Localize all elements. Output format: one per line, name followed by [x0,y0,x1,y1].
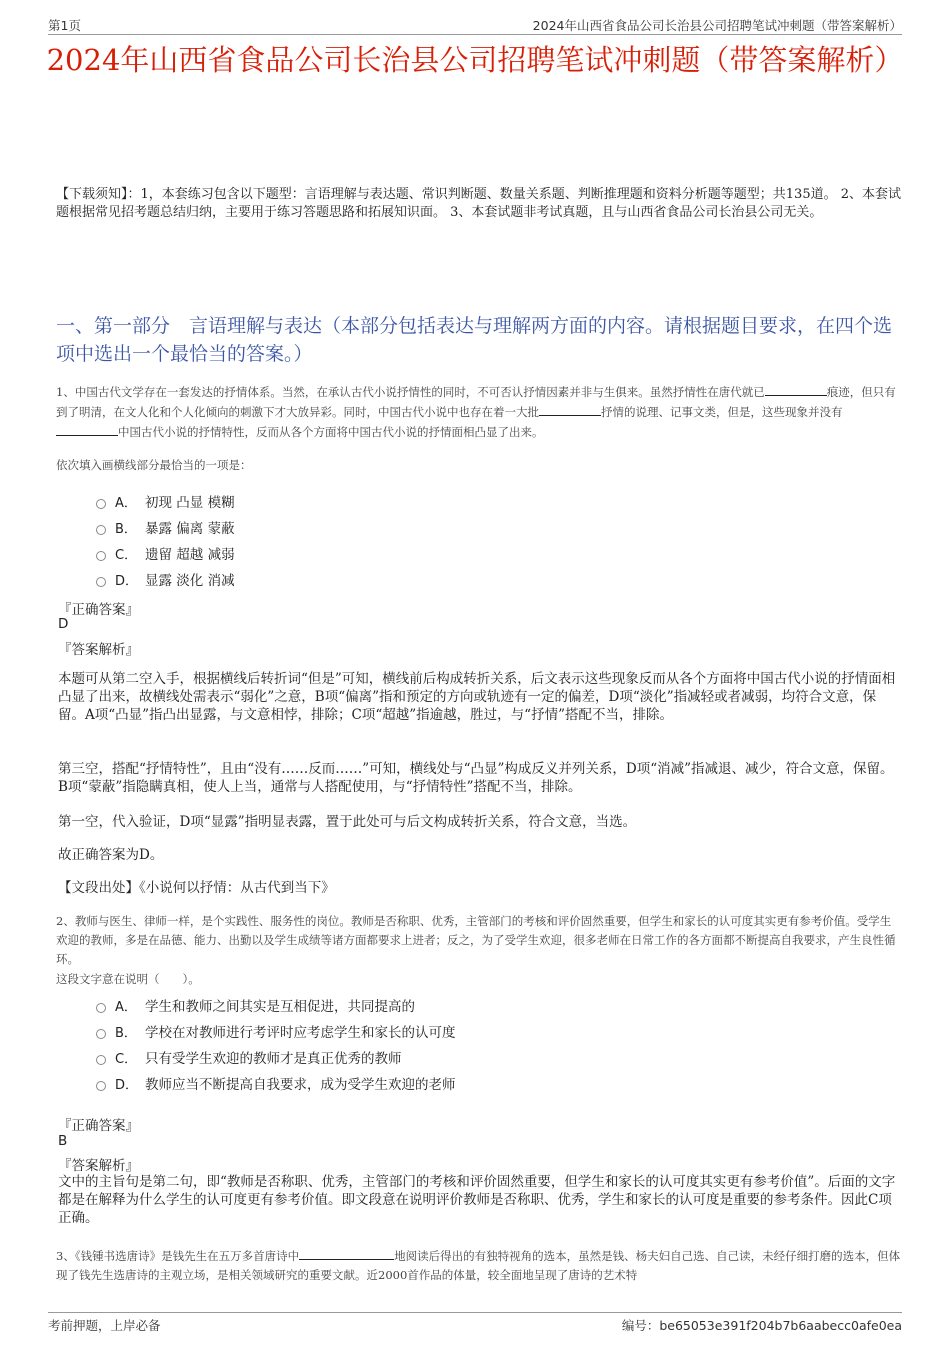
page-header [48,14,902,35]
blank-line [56,422,118,436]
radio-icon[interactable] [96,499,106,509]
analysis-paragraph: 本题可从第二空入手，根据横线后转折词“但是”可知，横线前后构成转折关系，后文表示这些现象反而从各个方面将中国古代小说的抒情面相凸显了出来，故横线处需表示“弱化”之意，B项“偏离”指和预定的方向或轨迹有一定的偏差，D项“淡化”指减轻或者减弱，均符合文意，保留。A项“凸显”指凸出显露，与文意相悖，排除；C项“超越”指逾越，胜过，与“抒情”搭配不当，排除。 [58,671,896,723]
section-heading: 一、第一部分 言语理解与表达（本部分包括表达与理解两方面的内容。请根据题目要求，在四个选项中选出一个最恰当的答案。） [56,315,893,365]
option-b[interactable]: B． 暴露 偏离 蒙蔽 [96,514,235,540]
correct-answer-value: D [58,616,69,632]
option-d[interactable]: D． 显露 淡化 消减 [96,566,235,592]
blank-line [299,1246,394,1260]
question-1-text: 1、中国古代文学存在一套发达的抒情体系。当然，在承认古代小说抒情性的同时，不可否认抒情因素并非与生俱来。虽然抒情性在唐代就已 痕迹，但只有到了明清，在文人化和个人化倾向的刺激下才大放异彩。同时，中国古代小说中也存在着一大批 抒情的说理、记事文类，但是，这些现象并没有中国古代小说的抒情特性，反而从各个方面将中国古代小说的抒情面相凸显了出来。 [56,382,902,442]
question-3-text: 3、《钱锺书选唐诗》是钱先生在五万多首唐诗中 地阅读后得出的有独特视角的选本，虽然是钱、杨夫妇自己选、自己读，未经仔细打磨的选本，但体现了钱先生选唐诗的主观立场，是相关领域研究的重要文献。近2000首作品的体量，较全面地呈现了唐诗的艺术特 [56,1246,902,1285]
question-2-text: 2、教师与医生、律师一样，是个实践性、服务性的岗位。教师是否称职、优秀，主管部门的考核和评价固然重要，但学生和家长的认可度其实更有参考价值。受学生欢迎的教师，多是在品德、能力、出勤以及学生成绩等诸方面都要求上进者；反之，为了受学生欢迎，很多老师在日常工作的各方面都不断提高自我要求，产生良性循环。 [56,914,896,966]
page-number: 第1页 [48,18,81,33]
header-doc-title: 2024年山西省食品公司长治县公司招聘笔试冲刺题（带答案解析） [532,18,902,33]
analysis-paragraph: 第一空，代入验证，D项“显露”指明显表露，置于此处可与后文构成转折关系，符合文意，当选。 [58,814,637,830]
analysis-conclusion: 故正确答案为D。 [58,847,164,863]
correct-answer-label: 『正确答案』 [58,602,139,618]
radio-icon[interactable] [96,1055,106,1065]
question-2-prompt: 这段文字意在说明（ ）。 [56,972,200,986]
document-title: 2024年山西省食品公司长治县公司招聘笔试冲刺题（带答案解析） [46,43,904,77]
download-notice: 【下载须知】：1，本套练习包含以下题型：言语理解与表达题、常识判断题、数量关系题、判断推理题和资料分析题等题型；共135道。 2、本套试题根据常见招考题总结归纳，主要用于练习答题思路和拓展知识面。 3、本套试题非考试真题，且与山西省食品公司长治县公司无关。 [56,187,901,220]
radio-icon[interactable] [96,525,106,535]
blank-line [539,402,601,416]
option-d[interactable]: D． 教师应当不断提高自我要求，成为受学生欢迎的老师 [96,1070,456,1096]
question-2-options [96,992,456,1096]
page-footer [48,1312,902,1333]
correct-answer-label: 『正确答案』 [58,1118,139,1134]
option-b[interactable]: B． 学校在对教师进行考评时应考虑学生和家长的认可度 [96,1018,456,1044]
radio-icon[interactable] [96,551,106,561]
radio-icon[interactable] [96,1081,106,1091]
source-citation: 【文段出处】《小说何以抒情：从古代到当下》 [58,880,335,896]
question-1-prompt: 依次填入画横线部分最恰当的一项是： [56,458,252,472]
question-1-options [96,488,235,592]
radio-icon[interactable] [96,577,106,587]
option-c[interactable]: C． 遗留 超越 减弱 [96,540,235,566]
radio-icon[interactable] [96,1003,106,1013]
correct-answer-value: B [58,1133,68,1149]
analysis-paragraph: 第三空，搭配“抒情特性”，且由“没有……反而……”可知，横线处与“凸显”构成反义并列关系，D项“消减”指减退、减少，符合文意，保留。B项“蒙蔽”指隐瞒真相，使人上当，通常与人搭配使用，与“抒情特性”搭配不当，排除。 [58,761,894,795]
option-a[interactable]: A． 初现 凸显 模糊 [96,488,235,514]
footer-slogan: 考前押题，上岸必备 [48,1318,161,1333]
analysis-paragraph: 文中的主旨句是第二句，即“教师是否称职、优秀，主管部门的考核和评价固然重要，但学生和家长的认可度其实更有参考价值”。后面的文字都是在解释为什么学生的认可度更有参考价值。即文段意在说明评价教师是否称职、优秀，学生和家长的认可度是重要的参考条件。因此C项正确。 [58,1174,896,1226]
option-c[interactable]: C． 只有受学生欢迎的教师才是真正优秀的教师 [96,1044,456,1070]
analysis-label: 『答案解析』 [58,642,139,658]
option-a[interactable]: A． 学生和教师之间其实是互相促进，共同提高的 [96,992,456,1018]
radio-icon[interactable] [96,1029,106,1039]
footer-code: 编号：be65053e391f204b7b6aabecc0afe0ea [621,1318,902,1333]
blank-line [765,382,827,396]
analysis-label: 『答案解析』 [58,1158,139,1174]
